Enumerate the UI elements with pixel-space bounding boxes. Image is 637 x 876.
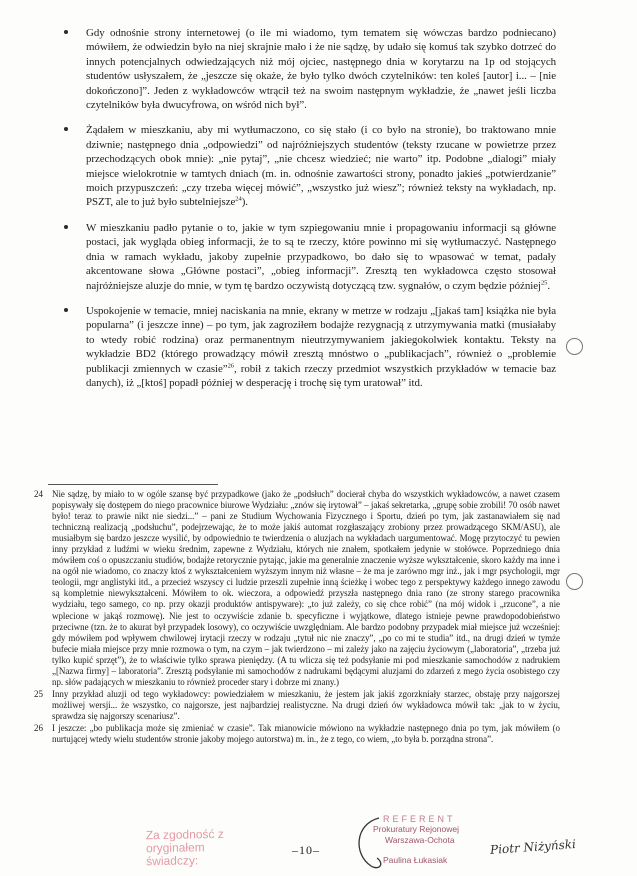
footnote xyxy=(34,489,560,688)
bullet-text-part: ). xyxy=(241,196,248,209)
bullet-list xyxy=(62,26,556,401)
footnote-text: I jeszcze: „bo publikacja może się zmieniać w czasie”. Tak mianowicie mówiono na wykładzie następnego dnia po tym, jak mówiłem (o nurtującej wtedy wielu studentów stronie jakoby mojego autorstwa) m. in., że z tego, co wiem, „to była b. porządna strona”. xyxy=(52,722,560,745)
footnote xyxy=(34,689,560,722)
list-item xyxy=(62,26,556,112)
bullet-text-part: Uspokojenie w temacie, mniej naciskania na mnie, ekrany w metrze w rodzaju „[jakaś tam] książka nie była popularna” (i jeszcze inne) – po tym, jak zagroziłem bodajże rezygnacją z utrzymywania matki (musiałaby to wtedy robić rodzina) oraz permanentnym nieutrzymywaniem jakiegokolwiek kontaktu. Teksty na wykładzie BD2 (którego prowadzący mówił zresztą mnóstwo o „publikacjach”, również o „problemie publikacji zmiennych w czasie” xyxy=(86,304,556,375)
seal-line: Warszawa-Ochota xyxy=(385,835,455,845)
bullet-dot-icon xyxy=(64,30,68,34)
stamp-line: świadczy: xyxy=(146,853,199,869)
list-item xyxy=(62,304,556,390)
bullet-dot-icon xyxy=(64,127,68,131)
bullet-text-part: , robił z takich rzeczy przedmiot wszystkich przykładów w temacie baz danych), iż „[ktoś] popadł później w desperację i trochę się tym uratował” itd. xyxy=(86,362,556,389)
footnote-ref: 24 xyxy=(235,195,242,203)
bullet-text xyxy=(86,123,556,209)
stamp-line: Za zgodność z oryginałem xyxy=(145,826,224,856)
punch-hole-icon xyxy=(566,338,583,355)
footnote-number: 26 xyxy=(34,722,43,733)
footnote-ref: 26 xyxy=(227,361,234,369)
bullet-text-part: Żądałem w mieszkaniu, aby mi wytłumaczono, co się stało (i co było na stronie), bo traktowano mnie dziwnie; następnego dnia „odpowiedzi” od najróżniejszych studentów (teksty rzucane w powietrze przez przechodzących obok mnie): „nie pytaj”, „nie chcesz wiedzieć; nie warto” itp. Podobne „dialogi” miały miejsce wielokrotnie w tamtych dniach (m. in. odnośnie zawartości strony, ponadto jakieś „potwierdzanie” moich przypuszczeń: „czy trzeba więcej mówić”, „wszystko już wiesz”; również teksty na wykładach, np. PSZT, ale to już było subtelniejsze xyxy=(86,124,556,209)
bullet-text xyxy=(86,221,556,293)
list-item xyxy=(62,123,556,209)
footnote-separator xyxy=(48,484,218,485)
seal-name: Paulina Łukasiak xyxy=(383,855,448,865)
signature: Piotr Niżyński xyxy=(489,837,577,857)
footnote-number: 24 xyxy=(34,489,43,499)
footnotes xyxy=(34,489,560,746)
footnote-text: Nie sądzę, by miało to w ogóle szansę być przypadkowe (jako że „podsłuch” docierał chyba do wszystkich wykładowców, a nawet czasem popisywały się dostępem do niego pracownice biurowe Wydziału: „znów się irytował” – jakaś sekretarka, „grupę sobie zrobili! 70 osób nawet było! teraz to prawie nikt nie siedzi...” – pani ze Studium Wychowania Fizycznego i Sportu, dzień po tym, jak zastanawiałem się nad techniczną realizacją „podsłuchu”, podejrzewając, że to może jakiś automat rozgłaszający zrobiony przez prowadzącego SKM/ASU), ale musiałbym się bardzo jeszcze wysilić, by odpowiednio te twierdzenia o aluzjach na wykładach uargumentować. Mogę przytoczyć tu pewien inny przykład z ludźmi w wieku średnim, zapewne z Wydziału, których nie znałem, spotkałem jedynie w stołówce. Poprzedniego dnia mówiłem coś o opuszczaniu studiów, bodajże retorycznie pytając, jakie ma generalnie znaczenie wyższe wykształcenie, skoro każdy ma inne i na ogół nie wiadomo, co znaczy ktoś z wykształceniem wyższym innym niż własne – że ma je zarówno mgr inż., jak i mgr psychologii, mgr teologii, mgr anglistyki itd., a przecież wszyscy ci ludzie przeszli zupełnie inną ścieżkę i wobec tego z perspektywy każdego innego zawodu są kompletnie niewykształceni. Mówiłem to ok. wieczora, a odpowiedź przyszła następnego dnia rano (ze strony starego pracownika wydziału, tego samego, co np. przy okazji produktów antispyware): „to już zależy, co się chce robić” (na mój widok i „rzucone”, a nie wplecione w jakąś rozmowę). Nie jest to oczywiście zdanie b. specyficzne i wyjątkowe, dlatego istnieje pewne prawdopodobieństwo przeciwne (tzn. że to akurat był przypadek losowy), co oczywiście uwzględniam. Ale bardzo podobny przypadek miał miejsce już wcześniej: gdy mówiłem pod wpływem chwilowej irytacji rzeczy w rodzaju „tytuł nic nie znaczy”, „po co mi te studia” itd., na drugi dzień w tymże bufecie miała miejsce przy mnie rozmowa o tym, na czym – jak twierdzono – mi zależy jako na zajęciu życiowym („laboratoria”, „trzeba już tylko kupić sprzęt”), że to właściwie tylko sprawa pieniędzy. (A tu wlicza się też podsyłanie mi pod mieszkanie samochodów z nadrukiem „[Nazwa firmy] – laboratoria”. Zresztą podsyłanie mi samochodów z nadrukami będącymi aluzjami do zdarzeń z mego życia osobistego czy np. słów padających w mieszkaniu to również proceder stary i dobrze mi znany.) xyxy=(52,489,560,687)
referent-seal xyxy=(355,814,483,874)
bullet-text xyxy=(86,304,556,390)
footnote-number: 25 xyxy=(34,688,43,699)
certification-stamp xyxy=(146,827,287,868)
bullet-text-part: W mieszkaniu padło pytanie o to, jakie w tym szpiegowaniu mnie i propagowaniu informacji są główne postaci, jak wygląda obieg informacji, że to są te rzeczy, które powinno mi się wytłumaczyć. Następnego dnia w ramach wykładu, jakoby zupełnie przypadkowo, bo dało się to wpasować w temat, padały akcentowane słowa „Główne postaci”, „obieg informacji”. Zresztą ten wykładowca często stosował najróżniejsze aluzje do mnie, w tym tę bardzo oczywistą dotyczącą tzw. sygnałów, o czym będzie później xyxy=(86,221,556,292)
bullet-dot-icon xyxy=(64,225,68,229)
list-item xyxy=(62,221,556,293)
footnote-ref: 25 xyxy=(540,278,548,286)
bullet-text-part: . xyxy=(547,279,551,292)
footnote xyxy=(34,723,560,745)
punch-hole-icon xyxy=(566,573,583,590)
page-number: –10– xyxy=(292,843,320,857)
seal-line: Prokuratury Rejonowej xyxy=(373,824,459,834)
seal-title: REFERENT xyxy=(383,814,456,824)
bullet-text: Gdy odnośnie strony internetowej (o ile mi wiadomo, tym tematem się wówczas bardzo podniecano) mówiłem, że odwiedzin było na niej skrajnie mało i że nie sądzę, by udało się komuś tak szybko dotrzeć do innych potencjalnych odwiedzających niż mój ojciec, następnego dnia w korytarzu na 1p od stojących studentów usłyszałem, że „jeszcze się okaże, że było tylko dwóch czytelników: ten koleś [autor] i... – [nie dokończono]”. Jeden z wykładowców wtrącił też na swoim następnym wykładzie, że „nawet jeśli liczba czytelników była dwucyfrowa, on wśród nich był”. xyxy=(86,27,556,112)
bullet-dot-icon xyxy=(64,308,68,312)
footnote-text: Inny przykład aluzji od tego wykładowcy: powiedziałem w mieszkaniu, że jestem jak jakiś zgorzkniały starzec, obstaję przy najgorszej możliwej wersji... że wszystko, co najgorsze, jest najbardziej realistyczne. Na drugi dzień ów wykładowca mówił tak: „jak to w życiu, sprawdza się najgorszy scenariusz”. xyxy=(52,688,560,721)
